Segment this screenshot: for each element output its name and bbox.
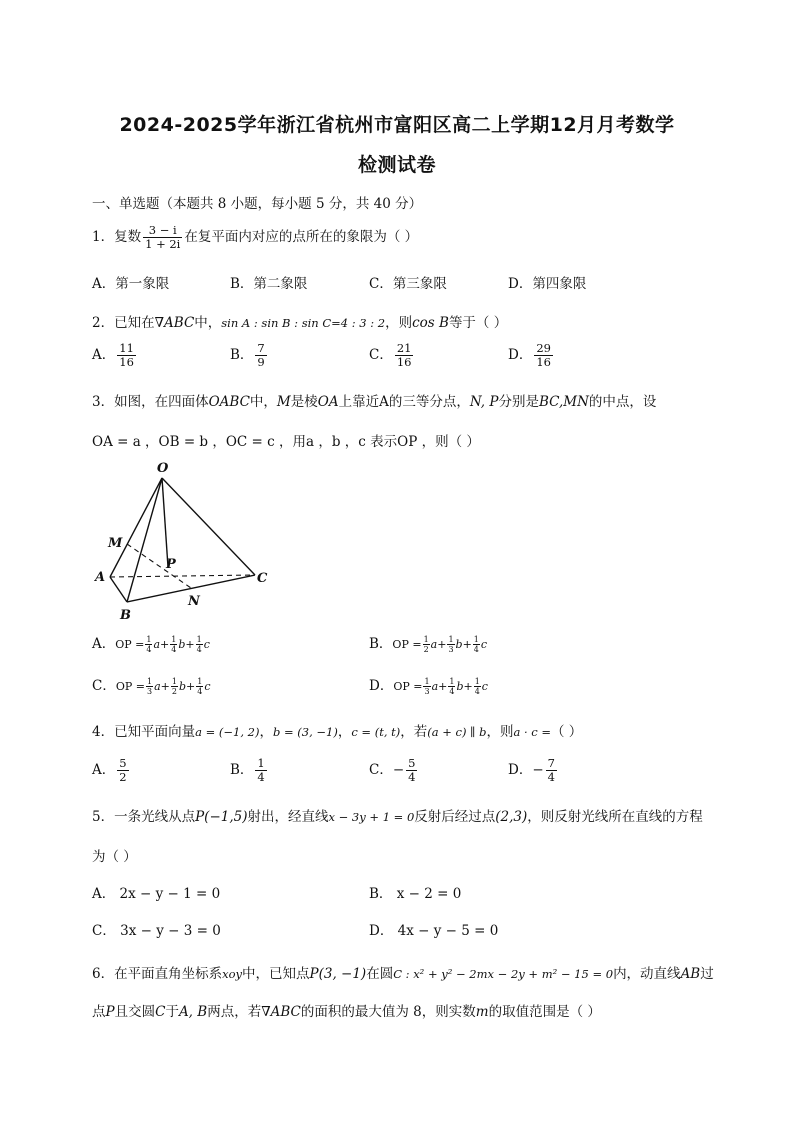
label-M: M xyxy=(108,536,123,551)
question-5-line2: 为（ ） xyxy=(92,849,137,865)
label-A: A xyxy=(95,570,106,585)
question-6-line1: 6．在平面直角坐标系xoy中，已知点P(3, −1)在圆C : x² + y² − 2mx − 2y + m² − 15 = 0内，动直线AB过 xyxy=(92,966,714,982)
question-6-line2: 点P且交圆C于A, B两点，若∇ABC的面积的最大值为 8，则实数m的取值范围是（ ） xyxy=(92,1004,601,1020)
section-heading: 一、单选题（本题共 8 小题，每小题 5 分，共 40 分） xyxy=(92,196,423,212)
q4-option-a: A． $\frac{5}{2}$ xyxy=(92,756,127,784)
question-1 xyxy=(92,224,418,251)
label-B: B xyxy=(120,608,131,623)
q2-cos: cos B xyxy=(412,315,449,331)
q5-option-a: A． 2x − y − 1 = 0 xyxy=(92,886,221,902)
edge-OB xyxy=(127,478,162,602)
q3-option-b: B．OP = $\frac{1}{2}$ a+ $\frac{1}{3}$ b+ $\frac{1}{4}$ c xyxy=(369,635,488,654)
q2-option-c: C． $\frac{21}{16}$ xyxy=(369,341,412,369)
question-3-line1: 3．如图，在四面体OABC中，M是棱OA上靠近A的三等分点，N, P分别是BC,MN的中点，设 xyxy=(92,394,657,410)
q1-option-a: A．第一象限 xyxy=(92,276,170,292)
q3-option-d: D．OP = $\frac{1}{3}$ a+ $\frac{1}{4}$ b+ $\frac{1}{4}$ c xyxy=(369,677,488,696)
tetrahedron-figure xyxy=(90,455,290,625)
q5-option-c: C． 3x − y − 3 = 0 xyxy=(92,923,221,939)
q3-option-c: C．OP = $\frac{1}{3}$ a+ $\frac{1}{2}$ b+ $\frac{1}{4}$ c xyxy=(92,677,211,696)
q4-option-c: C．− $\frac{5}{4}$ xyxy=(369,756,416,784)
q2-option-d: D． $\frac{29}{16}$ xyxy=(508,341,551,369)
edge-OP xyxy=(162,478,168,567)
q2-ratio: sin A : sin B : sin C=4 : 3 : 2 xyxy=(221,316,386,330)
q3-option-a: A．OP = $\frac{1}{4}$ a+ $\frac{1}{4}$ b+ $\frac{1}{4}$ c xyxy=(92,635,210,654)
q5-option-d: D． 4x − y − 5 = 0 xyxy=(369,923,499,939)
label-N: N xyxy=(188,594,200,609)
q4-option-d: D．− $\frac{7}{4}$ xyxy=(508,756,555,784)
edge-AC-dashed xyxy=(110,575,255,577)
q1-option-b: B．第二象限 xyxy=(230,276,308,292)
label-O: O xyxy=(157,461,169,476)
q1-prefix: 1．复数 xyxy=(92,229,142,245)
q2-triangle: ∇ABC xyxy=(154,315,195,331)
q2-option-a: A． $\frac{11}{16}$ xyxy=(92,341,134,369)
question-5-line1: 5．一条光线从点P(−1,5)射出，经直线x − 3y + 1 = 0反射后经过点(2,3)，则反射光线所在直线的方程 xyxy=(92,809,703,825)
question-4: 4．已知平面向量a = (−1, 2)，b = (3, −1)，c = (t, t)，若(a + c) ∥ b，则a · c =（ ） xyxy=(92,724,583,740)
label-P: P xyxy=(166,557,176,572)
q1-fraction: $\frac{3 - i}{1 + 2i}$ xyxy=(145,223,181,251)
q5-option-b: B． x − 2 = 0 xyxy=(369,886,462,902)
q1-option-d: D．第四象限 xyxy=(508,276,587,292)
q1-option-c: C．第三象限 xyxy=(369,276,447,292)
q4-option-b: B． $\frac{1}{4}$ xyxy=(230,756,265,784)
exam-title-line1: 2024-2025学年浙江省杭州市富阳区高二上学期12月月考数学 xyxy=(119,114,675,136)
question-3-line2: OA = a ，OB = b ，OC = c ，用a ，b ，c 表示OP ，则（ ） xyxy=(92,434,480,450)
q2-option-b: B． $\frac{7}{9}$ xyxy=(230,341,265,369)
question-2: 2．已知在∇ABC中，sin A : sin B : sin C=4 : 3 : 2，则cos B等于（ ） xyxy=(92,315,508,331)
label-C: C xyxy=(257,571,268,586)
q1-suffix: 在复平面内对应的点所在的象限为（ ） xyxy=(184,229,419,245)
edge-OC xyxy=(162,478,255,575)
edge-OA xyxy=(110,478,162,577)
exam-title-line2: 检测试卷 xyxy=(357,154,436,176)
edge-AB xyxy=(110,577,127,602)
